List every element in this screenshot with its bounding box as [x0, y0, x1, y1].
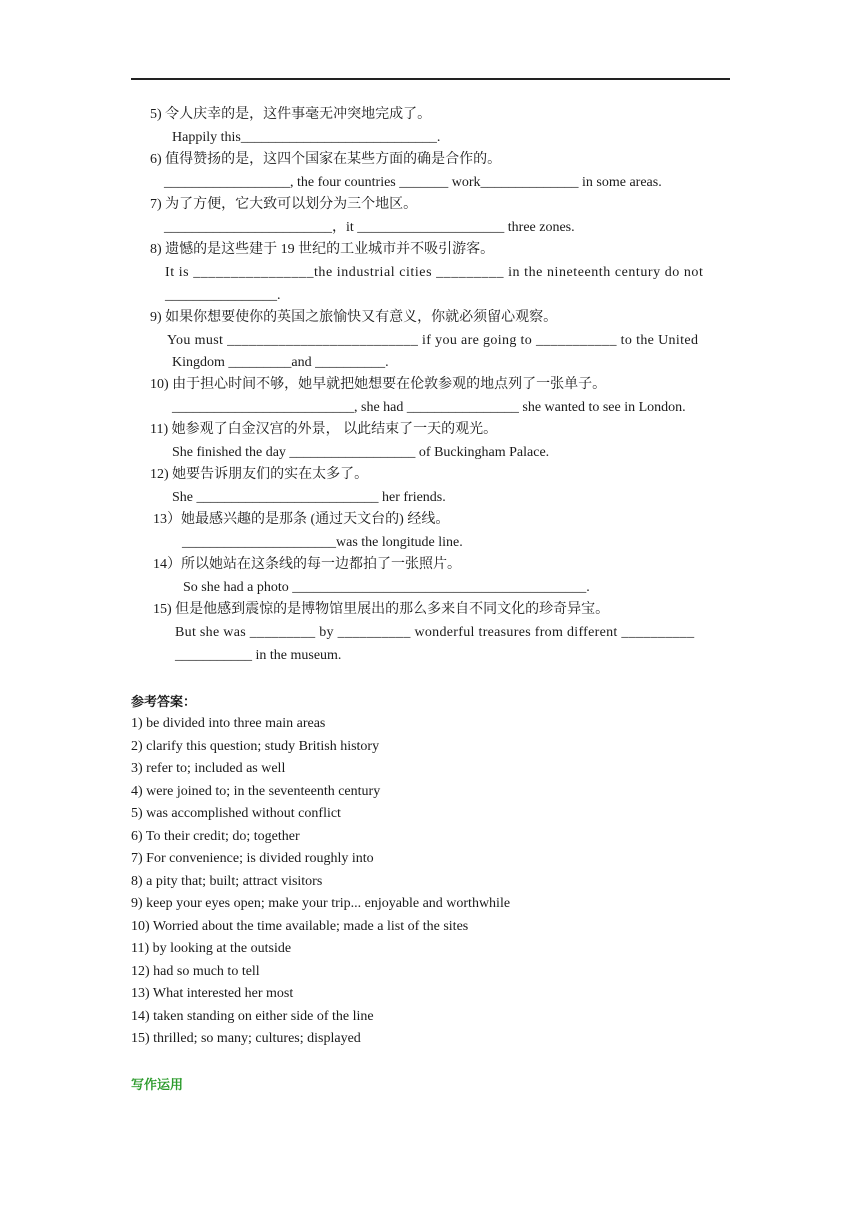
question-prompt: 她要告诉朋友们的实在太多了。 [172, 467, 369, 482]
answer-item: 6) To their credit; do; together [131, 828, 300, 844]
answer-item: 10) Worried about the time available; made a list of the sites [131, 918, 469, 934]
answer-item: 3) refer to; included as well [131, 761, 286, 776]
question-9-chinese [150, 308, 557, 328]
question-number: 14） [153, 557, 181, 572]
answer-item: 2) clarify this question; study British history [131, 738, 380, 754]
question-prompt: 遗憾的是这些建于 19 世纪的工业城市并不吸引游客。 [165, 242, 495, 257]
question-15-english-line2: ___________ in the museum. [175, 648, 342, 663]
answer-item: 4) were joined to; in the seventeenth century [131, 783, 381, 799]
question-7-chinese [150, 195, 417, 215]
question-prompt: 由于担心时间不够，她早就把她想要在伦敦参观的地点列了一张单子。 [172, 377, 607, 392]
question-8-english-line2: ________________. [165, 288, 281, 303]
question-number: 13） [153, 512, 181, 527]
question-11-chinese [150, 420, 497, 440]
question-8-english-line1 [165, 263, 731, 283]
answers-heading: 参考答案： [131, 695, 197, 710]
question-prompt: 为了方便，它大致可以划分为三个地区。 [165, 197, 418, 212]
question-number: 12) [150, 467, 169, 482]
question-11-english: She finished the day __________________ of Buckingham Palace. [172, 445, 550, 460]
next-section-heading: 写作运用 [131, 1078, 184, 1093]
question-6-chinese [150, 150, 501, 170]
question-number: 15) [153, 602, 172, 617]
question-6-english: __________________, the four countries _______ work______________ in some areas. [164, 175, 662, 190]
answer-item: 1) be divided into three main areas [131, 716, 326, 731]
question-10-chinese [150, 375, 606, 395]
question-prompt: 令人庆幸的是，这件事毫无冲突地完成了。 [165, 107, 432, 122]
question-number: 10) [150, 377, 169, 392]
answer-item: 8) a pity that; built; attract visitors [131, 873, 323, 889]
question-prompt: 值得赞扬的是，这四个国家在某些方面的确是合作的。 [165, 152, 502, 167]
answer-item: 11) by looking at the outside [131, 941, 292, 956]
question-15-english-line1 [175, 623, 731, 643]
question-14-english: So she had a photo __________________________________________. [183, 580, 590, 595]
text-run: But she was _________ by __________ wonderful treasures from different __________ [175, 625, 695, 640]
question-13-english: ______________________was the longitude line. [182, 535, 463, 550]
question-7-english: ________________________，it _____________________ three zones. [164, 220, 575, 235]
question-number: 6) [150, 152, 162, 167]
question-10-english: __________________________, she had ________________ she wanted to see in London. [172, 400, 686, 415]
answer-item: 7) For convenience; is divided roughly into [131, 851, 374, 866]
question-13-chinese [153, 510, 449, 530]
justified-text [165, 263, 731, 283]
question-number: 5) [150, 107, 162, 122]
question-number: 11) [150, 422, 169, 437]
question-number: 9) [150, 310, 162, 325]
answer-item: 9) keep your eyes open; make your trip... enjoyable and worthwhile [131, 896, 511, 911]
text-run: You must __________________________ if you are going to ___________ to the United [167, 333, 699, 348]
question-number: 8) [150, 242, 162, 257]
question-12-chinese [150, 465, 368, 485]
question-number: 7) [150, 197, 162, 212]
question-12-english: She __________________________ her friends. [172, 490, 446, 505]
answer-item: 12) had so much to tell [131, 963, 260, 979]
question-8-chinese [150, 240, 494, 260]
answer-item: 5) was accomplished without conflict [131, 806, 341, 821]
answer-item: 14) taken standing on either side of the line [131, 1008, 374, 1024]
question-9-english-line2: Kingdom _________and __________. [172, 355, 389, 370]
answer-item: 13) What interested her most [131, 986, 294, 1001]
header-rule [131, 78, 730, 80]
question-14-chinese [153, 555, 461, 575]
question-prompt: 所以她站在这条线的每一边都拍了一张照片。 [181, 557, 461, 572]
question-prompt: 她参观了白金汉宫的外景， 以此结束了一天的观光。 [171, 422, 498, 437]
answers-list [131, 714, 510, 1052]
text-run: It is ________________the industrial cities _________ in the nineteenth century do not [165, 265, 704, 280]
question-15-chinese [153, 600, 609, 620]
question-prompt: 如果你想要使你的英国之旅愉快又有意义，你就必须留心观察。 [165, 310, 558, 325]
question-5-chinese [150, 105, 431, 125]
answer-item: 15) thrilled; so many; cultures; displayed [131, 1031, 361, 1046]
question-prompt: 但是他感到震惊的是博物馆里展出的那么多来自不同文化的珍奇异宝。 [175, 602, 610, 617]
question-9-english-line1 [167, 331, 731, 351]
question-5-english: Happily this____________________________. [172, 130, 441, 145]
question-prompt: 她最感兴趣的是那条 (通过天文台的) 经线。 [181, 512, 450, 527]
